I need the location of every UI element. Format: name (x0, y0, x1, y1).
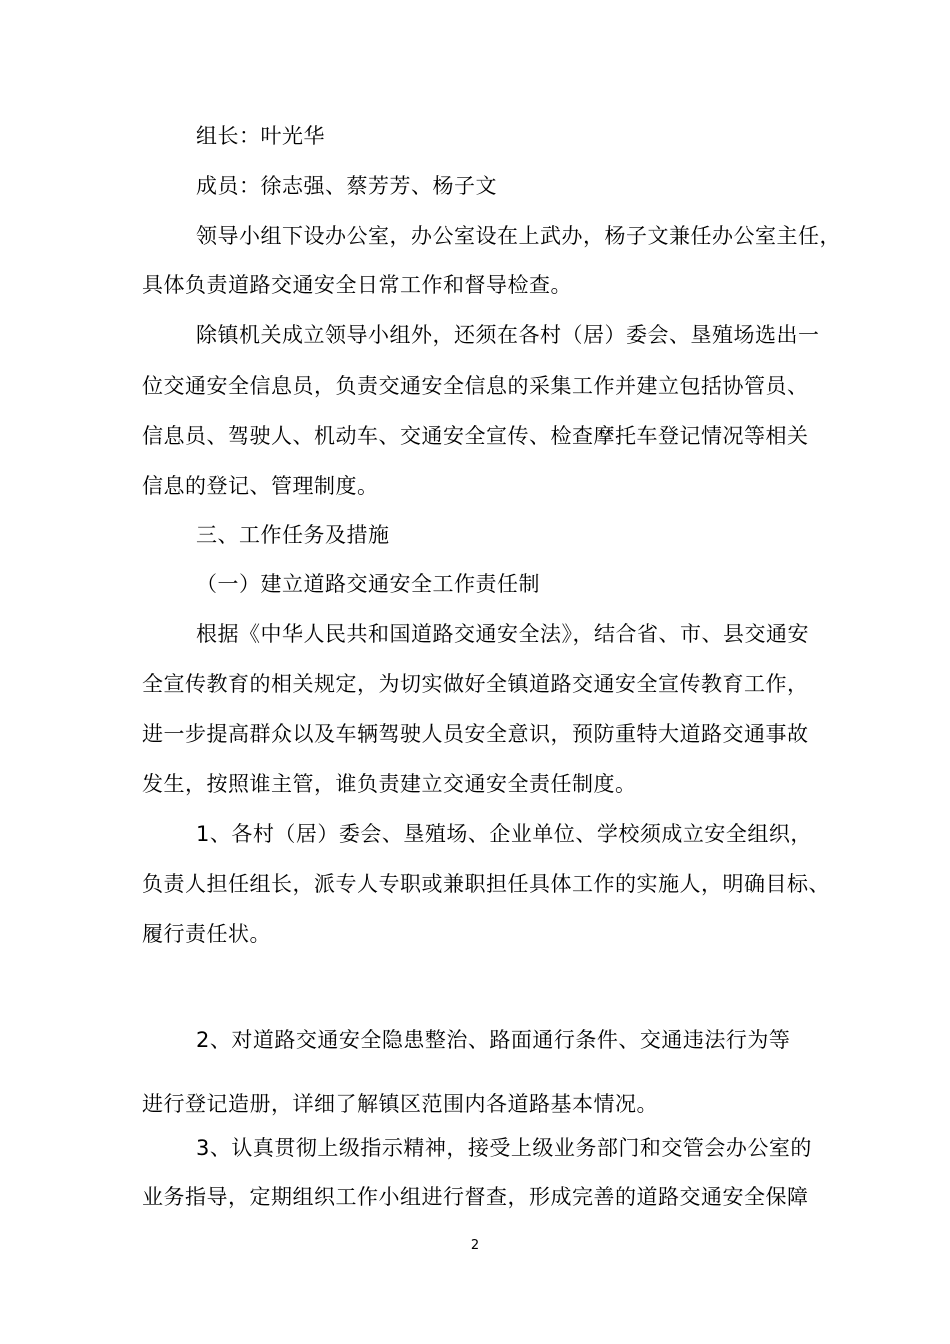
subsection-heading: （一）建立道路交通安全工作责任制 (196, 572, 540, 596)
text-line: 进一步提高群众以及车辆驾驶人员安全意识，预防重特大道路交通事故 (142, 722, 809, 746)
page-number: 2 (470, 1238, 480, 1253)
text-line: 信息的登记、管理制度。 (142, 474, 379, 498)
text-line: 位交通安全信息员，负责交通安全信息的采集工作并建立包括协管员、 (142, 374, 809, 398)
text-line: 根据《中华人民共和国道路交通安全法》，结合省、市、县交通安 (196, 622, 809, 646)
text-line-leader: 组长：叶光华 (196, 124, 325, 148)
text-line: 业务指导，定期组织工作小组进行督查，形成完善的道路交通安全保障 (142, 1185, 809, 1209)
text-line: 领导小组下设办公室，办公室设在上武办，杨子文兼任办公室主任， (196, 224, 841, 248)
list-item-1: 1、各村（居）委会、垦殖场、企业单位、学校须成立安全组织， (196, 822, 812, 846)
section-heading: 三、工作任务及措施 (196, 523, 390, 547)
text-line: 进行登记造册，详细了解镇区范围内各道路基本情况。 (142, 1092, 658, 1116)
list-item-2: 2、对道路交通安全隐患整治、路面通行条件、交通违法行为等 (196, 1028, 791, 1052)
text-line-members: 成员：徐志强、蔡芳芳、杨子文 (196, 174, 497, 198)
text-line: 负责人担任组长，派专人专职或兼职担任具体工作的实施人，明确目标、 (142, 872, 830, 896)
text-line: 信息员、驾驶人、机动车、交通安全宣传、检查摩托车登记情况等相关 (142, 424, 809, 448)
text-line: 全宣传教育的相关规定，为切实做好全镇道路交通安全宣传教育工作， (142, 672, 809, 696)
text-line: 发生，按照谁主管，谁负责建立交通安全责任制度。 (142, 772, 637, 796)
text-line: 具体负责道路交通安全日常工作和督导检查。 (142, 273, 572, 297)
text-line: 履行责任状。 (142, 922, 271, 946)
text-line: 除镇机关成立领导小组外，还须在各村（居）委会、垦殖场选出一 (196, 323, 820, 347)
list-item-3: 3、认真贯彻上级指示精神，接受上级业务部门和交管会办公室的 (196, 1136, 812, 1160)
